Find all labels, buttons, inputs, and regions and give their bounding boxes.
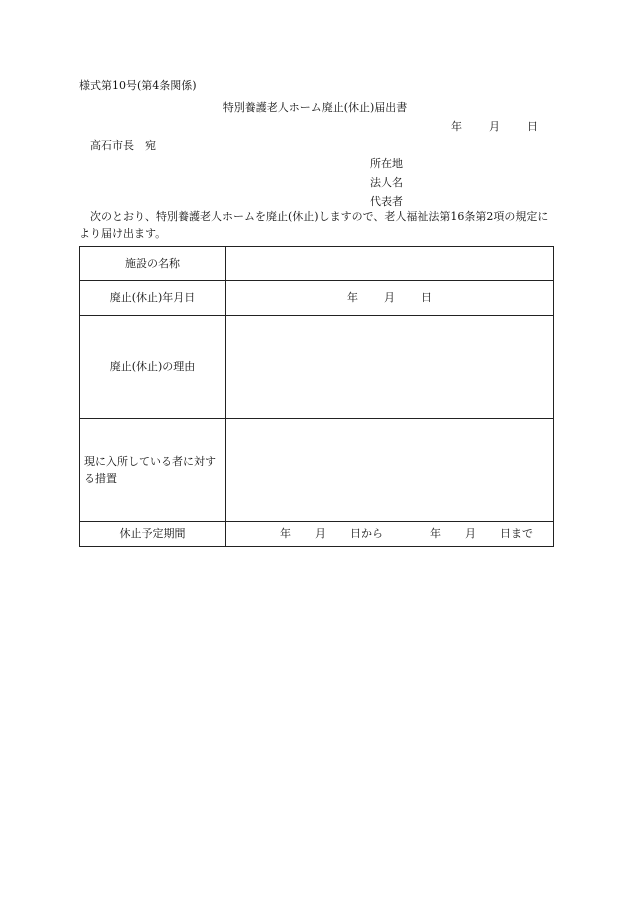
suspension-period-label: 休止予定期間 [80,522,226,547]
to-day: 日まで [500,527,533,541]
body-text [79,208,559,242]
corp-name-label: 法人名 [370,176,403,189]
row-abolition-date [80,281,554,316]
abolition-year: 年 [347,291,358,305]
date-year: 年 [451,120,462,133]
row-suspension-period [80,522,554,547]
reason-label: 廃止(休止)の理由 [80,316,226,419]
abolition-date-label: 廃止(休止)年月日 [80,281,226,316]
submission-date [451,118,538,135]
addressee: 高石市長 宛 [90,139,156,152]
reason-field[interactable] [226,316,554,419]
from-year: 年 [280,527,291,541]
abolition-day: 日 [421,291,432,305]
from-day: 日から [350,527,383,541]
to-year: 年 [430,527,441,541]
residents-measures-label: 現に入所している者に対する措置 [80,419,226,522]
notification-table [79,246,554,547]
document-title: 特別養護老人ホーム廃止(休止)届出書 [222,101,408,114]
row-facility-name [80,247,554,281]
facility-name-field[interactable] [226,247,554,281]
address-label: 所在地 [370,157,403,170]
residents-measures-field[interactable] [226,419,554,522]
suspension-period-range [226,525,553,542]
abolition-date-ymd [226,289,553,306]
date-day: 日 [527,120,538,133]
row-residents-measures [80,419,554,522]
to-month: 月 [465,527,476,541]
facility-name-label: 施設の名称 [80,247,226,281]
date-month: 月 [489,120,500,133]
from-month: 月 [315,527,326,541]
body-paragraph: 次のとおり、特別養護老人ホームを廃止(休止)しますので、老人福祉法第16条第2項の規定により届け出ます。 [79,210,549,241]
representative-label: 代表者 [370,195,403,208]
row-reason [80,316,554,419]
suspension-period-field[interactable] [226,522,554,547]
applicant-block [370,155,403,212]
abolition-month: 月 [384,291,395,305]
abolition-date-field[interactable] [226,281,554,316]
form-number: 様式第10号(第4条関係) [79,79,197,92]
